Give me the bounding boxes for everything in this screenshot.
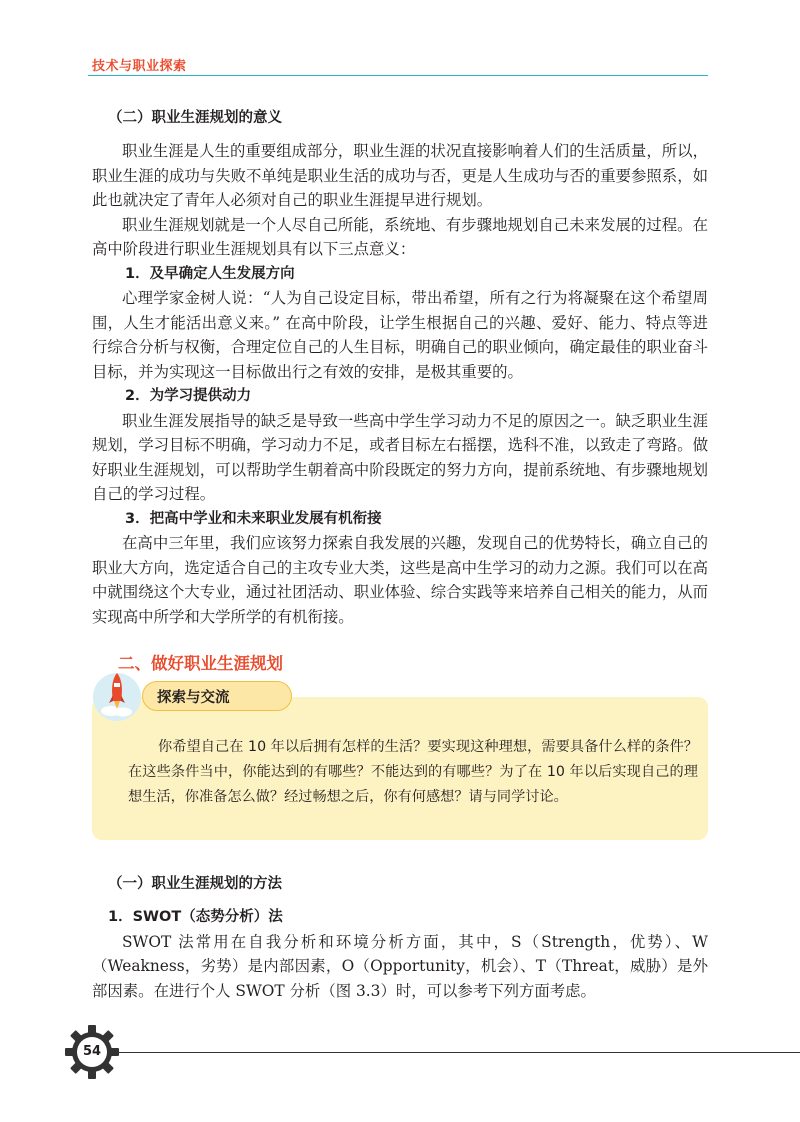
swot-text: SWOT 法常用在自我分析和环境分析方面，其中，S（Strength，优势）、W（Weakness，劣势）是内部因素，O（Opportunity，机会）、T（Threat，威胁）是外部因素。在进行个人 SWOT 分析（图 3.3）时，可以参考下列方面考虑。 bbox=[92, 932, 708, 1000]
header-rule bbox=[88, 75, 708, 76]
section-1-heading: （一）职业生涯规划的方法 bbox=[108, 876, 282, 892]
explore-tag bbox=[142, 681, 292, 711]
point-1-heading: 1．及早确定人生发展方向 bbox=[125, 265, 295, 282]
explore-tag-label: 探索与交流 bbox=[157, 690, 230, 706]
point-3-text: 在高中三年里，我们应该努力探索自我发展的兴趣，发现自己的优势特长，确立自己的职业大方向，选定适合自己的主攻专业大类，这些是高中生学习的动力之源。我们可以在高中就围绕这个大专业，通过社团活动、职业体验、综合实践等来培养自己相关的能力，从而实现高中所学和大学所学的有机衔接。 bbox=[92, 534, 708, 626]
point-2-text: 职业生涯发展指导的缺乏是导致一些高中学生学习动力不足的原因之一。缺乏职业生涯规划，学习目标不明确，学习动力不足，或者目标左右摇摆，选科不准，以致走了弯路。做好职业生涯规划，可以帮助学生朝着高中阶段既定的努力方向，提前系统地、有步骤地规划自己的学习过程。 bbox=[92, 411, 708, 503]
rocket-icon bbox=[89, 665, 149, 725]
point-2-heading: 2．为学习提供动力 bbox=[125, 388, 252, 404]
page-number: 54 bbox=[82, 1044, 102, 1059]
explore-text: 你希望自己在 10 年以后拥有怎样的生活？要实现这种理想，需要具备什么样的条件？在这些条件当中，你能达到的有哪些？不能达到的有哪些？为了在 10 年以后实现自己的理想生活，你准备怎么做？经过畅想之后，你有何感想？请与同学讨论。 bbox=[128, 739, 698, 805]
point-1-text: 心理学家金树人说：“人为自己设定目标，带出希望，所有之行为将凝聚在这个希望周围，人生才能活出意义来。” 在高中阶段，让学生根据自己的兴趣、爱好、能力、特点等进行综合分析与权衡，合理定位自己的人生目标，明确自己的职业倾向，确定最佳的职业奋斗目标，并为实现这一目标做出行之有效的安排，是极其重要的。 bbox=[92, 289, 708, 381]
paragraph-2: 职业生涯规划就是一个人尽自己所能，系统地、有步骤地规划自己未来发展的过程。在高中阶段进行职业生涯规划具有以下三点意义： bbox=[92, 215, 708, 258]
footer-rule bbox=[110, 1052, 800, 1053]
paragraph-1: 职业生涯是人生的重要组成部分，职业生涯的状况直接影响着人们的生活质量，所以，职业生涯的成功与失败不单纯是职业生活的成功与否，更是人生成功与否的重要参照系，如此也就决定了青年人必须对自己的职业生涯提早进行规划。 bbox=[92, 142, 708, 209]
swot-heading: 1．SWOT（态势分析）法 bbox=[108, 909, 283, 925]
explore-exchange-box bbox=[92, 665, 708, 840]
methods-section bbox=[92, 872, 708, 1003]
main-content bbox=[92, 100, 708, 677]
running-header: 技术与职业探索 bbox=[92, 59, 187, 74]
section-2-heading: （二）职业生涯规划的意义 bbox=[108, 110, 282, 126]
point-3-heading: 3．把高中学业和未来职业发展有机衔接 bbox=[125, 510, 382, 527]
chapter-heading: 二、做好职业生涯规划 bbox=[118, 654, 283, 673]
